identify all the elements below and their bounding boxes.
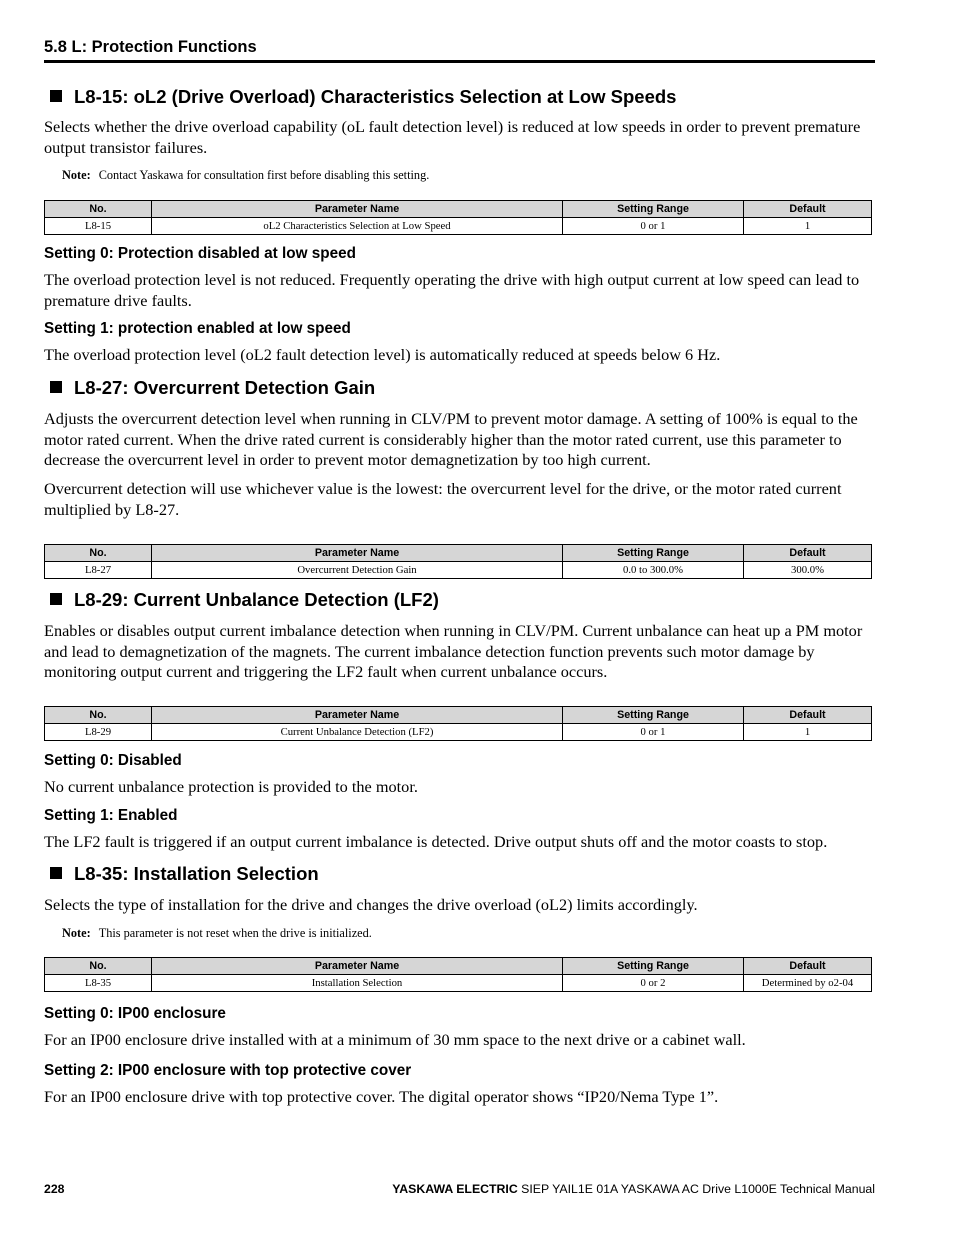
table-row (45, 562, 872, 579)
square-bullet-icon (50, 867, 62, 879)
paragraph: No current unbalance protection is provided to the motor. (44, 777, 418, 796)
section-heading-l8-15: L8-15: oL2 (Drive Overload) Characteristics Selection at Low Speeds (50, 86, 676, 108)
running-header: 5.8 L: Protection Functions (44, 38, 257, 56)
table-header-row (45, 545, 872, 562)
header-rule (44, 60, 875, 63)
square-bullet-icon (50, 381, 62, 393)
paragraph: For an IP00 enclosure drive installed with at a minimum of 30 mm space to the next drive or a cabinet wall. (44, 1030, 746, 1049)
paragraph: The overload protection level (oL2 fault detection level) is automatically reduced at speeds below 6 Hz. (44, 345, 721, 364)
note: Note: Contact Yaskawa for consultation first before disabling this setting. (62, 168, 430, 182)
cell-no: L8-29 (45, 724, 152, 741)
column-header-no: No. (45, 545, 152, 562)
note: Note: This parameter is not reset when the drive is initialized. (62, 926, 372, 940)
column-header-range: Setting Range (563, 958, 744, 975)
table-header-row (45, 958, 872, 975)
cell-no: L8-35 (45, 975, 152, 992)
parameter-table-l8-29 (44, 706, 872, 741)
table-row (45, 218, 872, 235)
cell-default: Determined by o2-04 (744, 975, 872, 992)
cell-name: Current Unbalance Detection (LF2) (152, 724, 563, 741)
setting-heading: Setting 0: Disabled (44, 752, 182, 769)
setting-heading: Setting 0: Protection disabled at low speed (44, 245, 356, 262)
section-heading-l8-35: L8-35: Installation Selection (50, 863, 319, 885)
cell-default: 1 (744, 724, 872, 741)
column-header-default: Default (744, 545, 872, 562)
cell-name: oL2 Characteristics Selection at Low Speed (152, 218, 563, 235)
paragraph: Adjusts the overcurrent detection level when running in CLV/PM to prevent motor damage. A setting of 100% is equal to the motor rated current. When the drive rated current is considerably higher than the motor rated current, use this parameter to decrease the overcurrent level in order to prevent motor demagnetization by too high current. (44, 409, 858, 469)
cell-range: 0 or 1 (563, 724, 744, 741)
column-header-range: Setting Range (563, 201, 744, 218)
paragraph: The overload protection level is not reduced. Frequently operating the drive with high output current at low speed can lead to premature drive faults. (44, 270, 860, 310)
setting-heading: Setting 1: protection enabled at low speed (44, 320, 351, 337)
cell-no: L8-27 (45, 562, 152, 579)
cell-no: L8-15 (45, 218, 152, 235)
parameter-table-l8-27 (44, 544, 872, 579)
parameter-table-l8-15 (44, 200, 872, 235)
column-header-default: Default (744, 707, 872, 724)
table-row (45, 975, 872, 992)
table-header-row (45, 201, 872, 218)
column-header-name: Parameter Name (152, 707, 563, 724)
setting-heading: Setting 1: Enabled (44, 807, 178, 824)
column-header-name: Parameter Name (152, 958, 563, 975)
section-heading-l8-27: L8-27: Overcurrent Detection Gain (50, 377, 375, 399)
column-header-name: Parameter Name (152, 545, 563, 562)
table-row (45, 724, 872, 741)
column-header-default: Default (744, 201, 872, 218)
section-heading-l8-29: L8-29: Current Unbalance Detection (LF2) (50, 589, 439, 611)
square-bullet-icon (50, 593, 62, 605)
paragraph: Selects the type of installation for the drive and changes the drive overload (oL2) limits accordingly. (44, 895, 698, 914)
column-header-range: Setting Range (563, 707, 744, 724)
column-header-no: No. (45, 958, 152, 975)
column-header-range: Setting Range (563, 545, 744, 562)
footer-manual-title: YASKAWA ELECTRIC SIEP YAIL1E 01A YASKAWA AC Drive L1000E Technical Manual (392, 1182, 875, 1196)
column-header-no: No. (45, 201, 152, 218)
square-bullet-icon (50, 90, 62, 102)
cell-name: Installation Selection (152, 975, 563, 992)
cell-range: 0 or 1 (563, 218, 744, 235)
cell-range: 0.0 to 300.0% (563, 562, 744, 579)
cell-name: Overcurrent Detection Gain (152, 562, 563, 579)
setting-heading: Setting 0: IP00 enclosure (44, 1005, 226, 1022)
parameter-table-l8-35 (44, 957, 872, 992)
paragraph: Overcurrent detection will use whichever value is the lowest: the overcurrent level for the drive, or the motor rated current multiplied by L8-27. (44, 479, 842, 519)
column-header-name: Parameter Name (152, 201, 563, 218)
column-header-default: Default (744, 958, 872, 975)
paragraph: For an IP00 enclosure drive with top protective cover. The digital operator shows “IP20/Nema Type 1”. (44, 1087, 719, 1106)
cell-default: 300.0% (744, 562, 872, 579)
paragraph: Selects whether the drive overload capability (oL fault detection level) is reduced at low speeds in order to prevent premature output transistor failures. (44, 117, 861, 157)
paragraph: Enables or disables output current imbalance detection when running in CLV/PM. Current unbalance can heat up a PM motor and lead to demagnetization of the magnets. The current imbalance detection function prevents such motor damage by monitoring output current and triggering the LF2 fault when current unbalance occurs. (44, 621, 863, 681)
setting-heading: Setting 2: IP00 enclosure with top protective cover (44, 1062, 412, 1079)
paragraph: The LF2 fault is triggered if an output current imbalance is detected. Drive output shuts off and the motor coasts to stop. (44, 832, 828, 851)
column-header-no: No. (45, 707, 152, 724)
cell-default: 1 (744, 218, 872, 235)
table-header-row (45, 707, 872, 724)
cell-range: 0 or 2 (563, 975, 744, 992)
page-number: 228 (44, 1182, 65, 1196)
